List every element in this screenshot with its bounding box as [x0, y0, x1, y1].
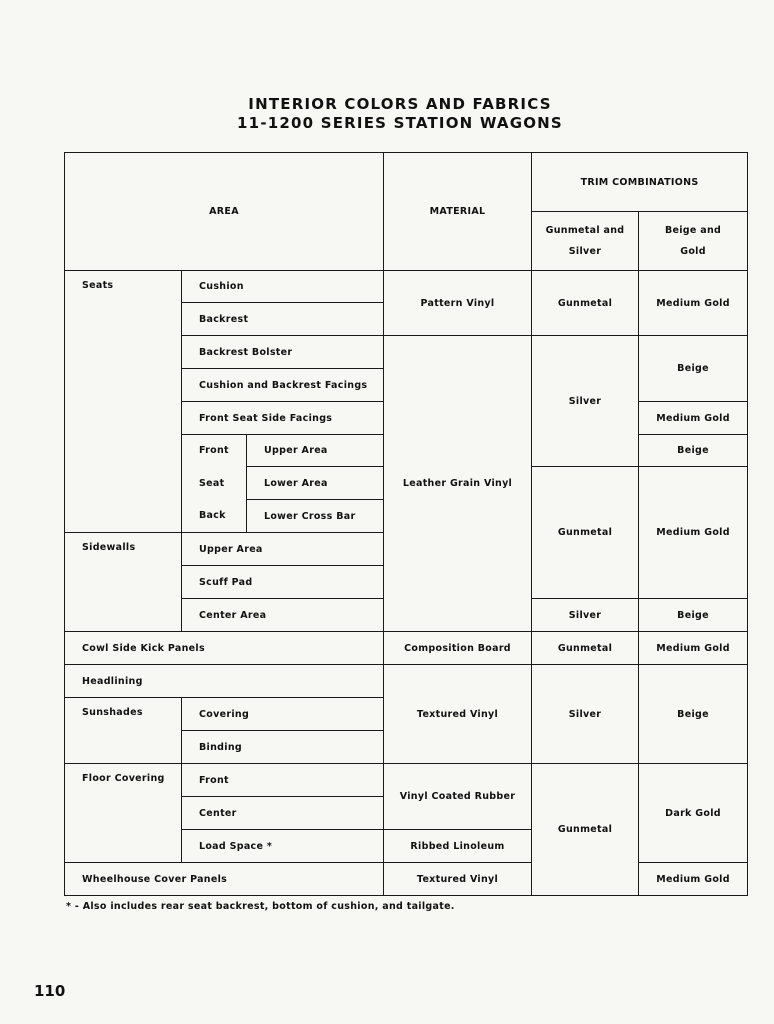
combo2-cell: Dark Gold [639, 764, 748, 863]
combo1-header [532, 212, 639, 271]
cushion-facings-cell: Cushion and Backrest Facings [182, 369, 384, 402]
material-linoleum: Ribbed Linoleum [384, 830, 532, 863]
floor-front-cell: Front [182, 764, 384, 797]
trim-table [64, 152, 748, 896]
floor-covering-label: Floor Covering [65, 764, 182, 863]
combo2-cell: Beige [639, 599, 748, 632]
upper-area-cell: Upper Area [247, 435, 384, 467]
area-header: AREA [65, 153, 384, 271]
combo1-cell: Gunmetal [532, 467, 639, 599]
lower-area-cell: Lower Area [247, 467, 384, 500]
front-seat-side-cell: Front Seat Side Facings [182, 402, 384, 435]
center-area-cell: Center Area [182, 599, 384, 632]
combo1-cell: Silver [532, 336, 639, 467]
backrest-bolster-cell: Backrest Bolster [182, 336, 384, 369]
wheelhouse-cell: Wheelhouse Cover Panels [65, 863, 384, 896]
combo2-cell: Beige [639, 665, 748, 764]
seats-label: Seats [65, 271, 182, 533]
combo2-cell: Medium Gold [639, 402, 748, 435]
page-subtitle: 11-1200 SERIES STATION WAGONS [237, 114, 563, 132]
backrest-cell: Backrest [182, 303, 384, 336]
material-header: MATERIAL [384, 153, 532, 271]
combo1-cell: Silver [532, 599, 639, 632]
headlining-cell: Headlining [65, 665, 384, 698]
scuff-pad-cell: Scuff Pad [182, 566, 384, 599]
combo2-cell: Medium Gold [639, 632, 748, 665]
combo2-header-line1: Beige and [664, 225, 722, 236]
combo1-cell: Gunmetal [532, 632, 639, 665]
back-label: Back [182, 500, 247, 533]
combo2-header-line2: Gold [680, 246, 706, 257]
page-number: 110 [34, 982, 66, 1000]
combo2-cell: Medium Gold [639, 863, 748, 896]
front-label: Front [182, 435, 247, 467]
sidewall-upper-area-cell: Upper Area [182, 533, 384, 566]
footnote: * - Also includes rear seat backrest, bottom of cushion, and tailgate. [66, 901, 455, 912]
material-pattern-vinyl: Pattern Vinyl [384, 271, 532, 336]
combo2-cell: Medium Gold [639, 271, 748, 336]
covering-cell: Covering [182, 698, 384, 731]
combo2-cell: Beige [639, 336, 748, 402]
material-vinyl-rubber: Vinyl Coated Rubber [384, 764, 532, 830]
material-textured-2: Textured Vinyl [384, 863, 532, 896]
combo1-cell: Silver [532, 665, 639, 764]
trim-header: TRIM COMBINATIONS [532, 153, 748, 212]
combo2-cell: Medium Gold [639, 467, 748, 599]
load-space-cell: Load Space * [182, 830, 384, 863]
combo2-cell: Beige [639, 435, 748, 467]
combo1-header-line2: Silver [568, 246, 602, 257]
combo1-header-line1: Gunmetal and [545, 225, 625, 236]
material-textured: Textured Vinyl [384, 665, 532, 764]
combo1-cell: Gunmetal [532, 764, 639, 896]
seat-label: Seat [182, 467, 247, 500]
combo2-header [639, 212, 748, 271]
cushion-cell: Cushion [182, 271, 384, 303]
sunshades-label: Sunshades [65, 698, 182, 764]
combo1-cell: Gunmetal [532, 271, 639, 336]
sidewalls-label: Sidewalls [65, 533, 182, 632]
material-leather-grain: Leather Grain Vinyl [384, 336, 532, 632]
cowl-side-kick-cell: Cowl Side Kick Panels [65, 632, 384, 665]
lower-cross-bar-cell: Lower Cross Bar [247, 500, 384, 533]
page-title: INTERIOR COLORS AND FABRICS [248, 95, 552, 113]
binding-cell: Binding [182, 731, 384, 764]
floor-center-cell: Center [182, 797, 384, 830]
material-composition: Composition Board [384, 632, 532, 665]
